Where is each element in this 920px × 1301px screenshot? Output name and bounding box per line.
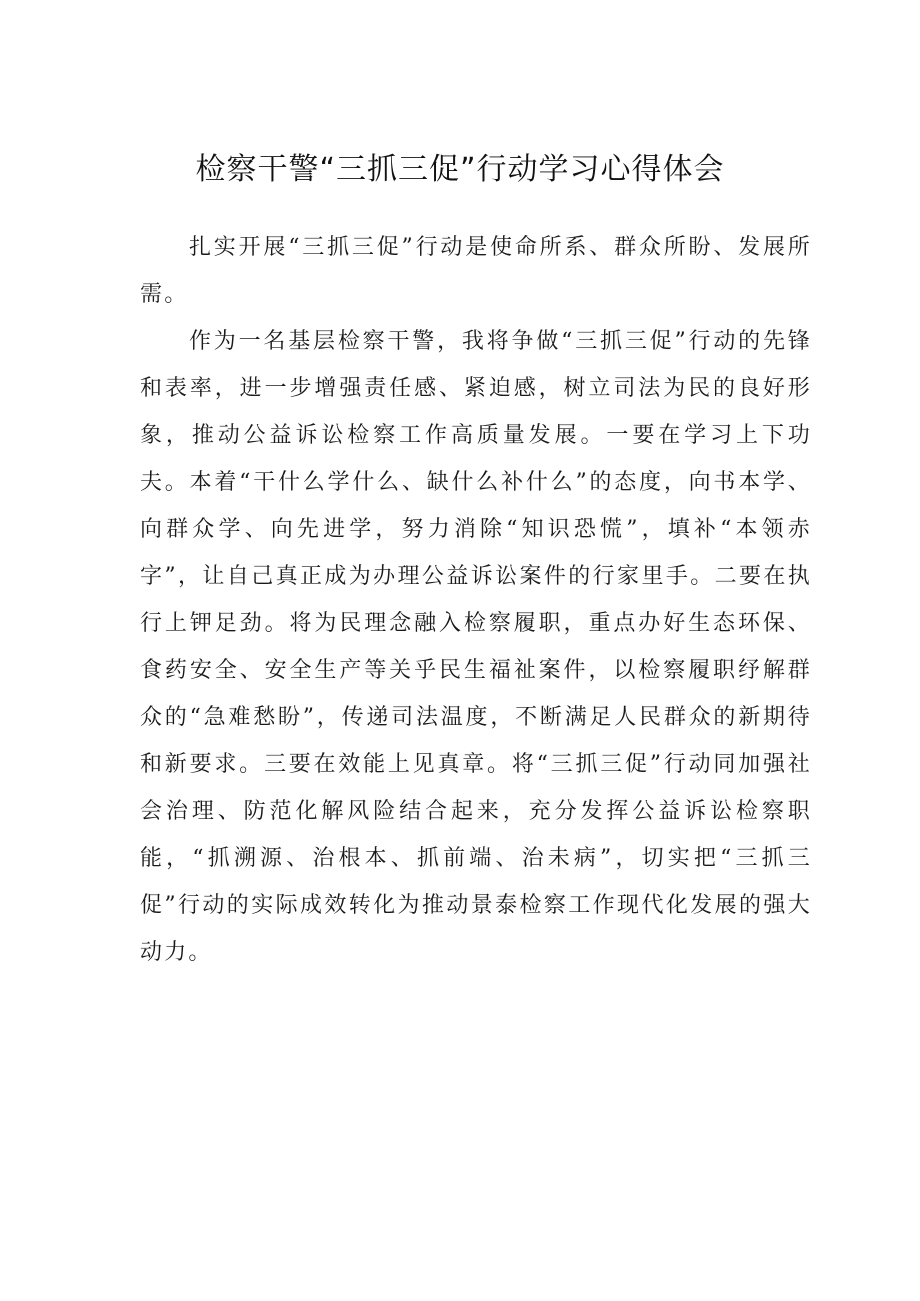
paragraph-main: 作为一名基层检察干警，我将争做“三抓三促”行动的先锋和表率，进一步增强责任感、紧迫感，树立司法为民的良好形象，推动公益诉讼检察工作高质量发展。一要在学习上下功夫。本着“干什么学什么、缺什么补什么”的态度，向书本学、向群众学、向先进学，努力消除“知识恐慌”，填补“本领赤字”，让自己真正成为办理公益诉讼案件的行家里手。二要在执行上钾足劲。将为民理念融入检察履职，重点办好生态环保、食药安全、安全生产等关乎民生福祉案件，以检察履职纾解群众的“急难愁盼”，传递司法温度，不断满足人民群众的新期待和新要求。三要在效能上见真章。将“三抓三促”行动同加强社会治理、防范化解风险结合起来，充分发挥公益诉讼检察职能，“抓溯源、治根本、抓前端、治未病”，切实把“三抓三促”行动的实际成效转化为推动景泰检察工作现代化发展的强大动力。 bbox=[140, 329, 812, 965]
document-body bbox=[140, 224, 812, 976]
document-title: 检察干警“三抓三促”行动学习心得体会 bbox=[195, 152, 725, 187]
paragraph-intro: 扎实开展“三抓三促”行动是使命所系、群众所盼、发展所需。 bbox=[140, 235, 812, 307]
